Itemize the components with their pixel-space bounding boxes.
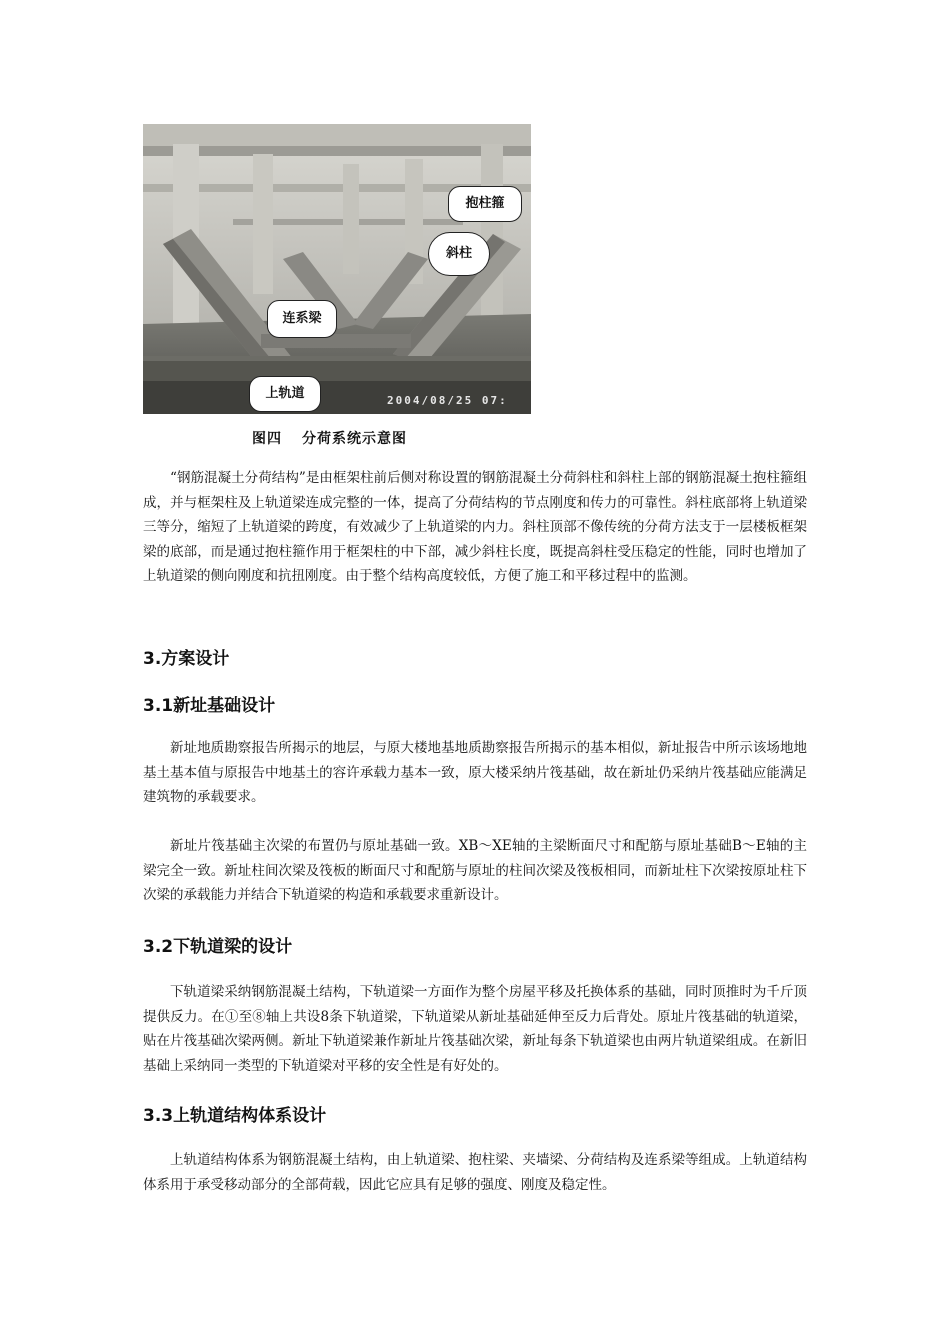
- caption-number: 图四: [252, 431, 282, 447]
- heading-3-1: 3.1新址基础设计: [143, 696, 276, 716]
- heading-3: 3.方案设计: [143, 649, 230, 669]
- callout-lian-xi-liang: 连系梁: [267, 300, 337, 338]
- paragraph-lower-rail-beam: 下轨道梁采纳钢筋混凝土结构，下轨道梁一方面作为整个房屋平移及托换体系的基础，同时顶推时为千斤顶提供反力。在①至⑧轴上共设8条下轨道梁，下轨道梁从新址基础延伸至反力后背处。原址片筏基础的轨道梁，贴在片筏基础次梁两侧。新址下轨道梁兼作新址片筏基础次梁，新址每条下轨道梁也由两片轨道梁组成。在新旧基础上采纳同一类型的下轨道梁对平移的安全性是有好处的。: [143, 984, 807, 1074]
- callout-shang-gui-dao: 上轨道: [249, 376, 321, 412]
- callout-bao-zhu-gu: 抱柱箍: [448, 186, 522, 222]
- figure-caption: [252, 428, 407, 448]
- photo-timestamp: 2004/08/25 07:: [387, 394, 508, 407]
- paragraph-load-sharing: “钢筋混凝土分荷结构”是由框架柱前后侧对称设置的钢筋混凝土分荷斜柱和斜柱上部的钢筋混凝土抱柱箍组成，并与框架柱及上轨道梁连成完整的一体，提高了分荷结构的节点刚度和传力的可靠性。斜柱底部将上轨道梁三等分，缩短了上轨道梁的跨度，有效减少了上轨道梁的内力。斜柱顶部不像传统的分荷方法支于一层楼板框架梁的底部，而是通过抱柱箍作用于框架柱的中下部，减少斜柱长度，既提高斜柱受压稳定的性能，同时也增加了上轨道梁的侧向刚度和抗扭刚度。由于整个结构高度较低，方便了施工和平移过程中的监测。: [143, 470, 807, 584]
- caption-title: 分荷系统示意图: [302, 431, 407, 447]
- heading-3-2: 3.2下轨道梁的设计: [143, 937, 293, 957]
- paragraph-new-site-foundation: 新址地质勘察报告所揭示的地层，与原大楼地基地质勘察报告所揭示的基本相似，新址报告中所示该场地地基土基本值与原报告中地基土的容许承载力基本一致，原大楼采纳片筏基础，故在新址仍采纳片筏基础应能满足建筑物的承载要求。: [143, 740, 807, 805]
- paragraph-raft-beams: 新址片筏基础主次梁的布置仍与原址基础一致。XB～XE轴的主梁断面尺寸和配筋与原址基础B～E轴的主梁完全一致。新址柱间次梁及筏板的断面尺寸和配筋与原址的柱间次梁及筏板相同，而新址柱下次梁按原址柱下次梁的承载能力并结合下轨道梁的构造和承载要求重新设计。: [143, 838, 807, 903]
- structure-photo: [143, 124, 531, 414]
- heading-3-3: 3.3上轨道结构体系设计: [143, 1106, 327, 1126]
- paragraph-upper-rail-system: 上轨道结构体系为钢筋混凝土结构，由上轨道梁、抱柱梁、夹墙梁、分荷结构及连系梁等组成。上轨道结构体系用于承受移动部分的全部荷载，因此它应具有足够的强度、刚度及稳定性。: [143, 1152, 807, 1193]
- callout-xie-zhu: 斜柱: [428, 232, 490, 276]
